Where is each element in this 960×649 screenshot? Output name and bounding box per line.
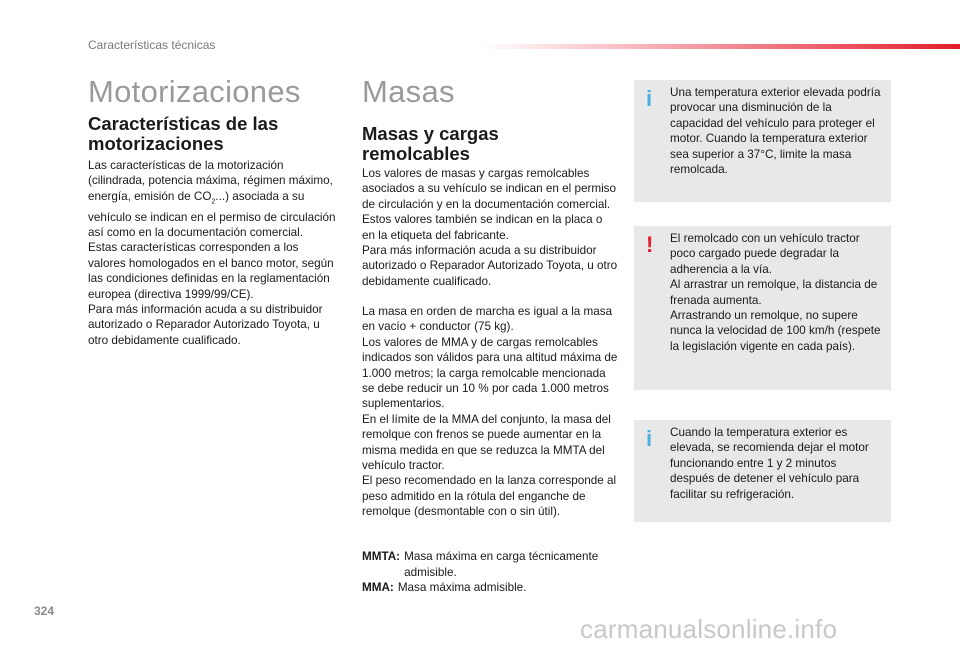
header-accent-line xyxy=(480,44,960,49)
masas-subtitle: Masas y cargas remolcables xyxy=(362,123,499,164)
mass-definitions xyxy=(362,549,604,596)
masas-paragraph-7: El peso recomendado en la lanza corresponde al peso admitido en la rótula del enganche de remolque (desmontable con o sin útil). xyxy=(362,474,617,519)
motorizaciones-body xyxy=(88,158,336,348)
motorizaciones-subtitle: Características de las motorizaciones xyxy=(88,113,279,154)
definition-mma: MMA: Masa máxima admisible. xyxy=(362,581,527,595)
info-icon: i xyxy=(646,86,653,111)
masas-title: Masas xyxy=(362,74,455,109)
page-number: 324 xyxy=(34,604,55,618)
masas-paragraph-6: En el límite de la MMA del conjunto, la masa del remolque con frenos se puede aumentar en la misma medida en que se reduzca la MMTA del vehículo tractor. xyxy=(362,412,611,473)
motorizaciones-paragraph-2: Estas características corresponden a los valores homologados en el banco motor, según las condiciones definidas en la reglamentación europea (directiva 1999/99/CE). xyxy=(88,241,334,301)
motorizaciones-paragraph-3: Para más información acuda a su distribuidor autorizado o Reparador Autorizado Toyota, u otro debidamente cualificado. xyxy=(88,302,323,347)
watermark: carmanualsonline.info xyxy=(580,614,838,644)
masas-body-1 xyxy=(362,166,618,289)
info-icon: i xyxy=(646,426,653,451)
section-header: Características técnicas xyxy=(88,38,216,52)
masas-paragraph-2: Estos valores también se indican en la placa o en la etiqueta del fabricante. xyxy=(362,213,603,242)
motorizaciones-title: Motorizaciones xyxy=(88,74,301,109)
info-box-cooling: i Cuando la temperatura exterior es elevada, se recomienda dejar el motor funcionando entre 1 y 2 minutos después de detener el vehículo para facilitar su refrigeración. xyxy=(634,420,891,522)
masas-body-2 xyxy=(362,304,618,520)
masas-paragraph-4: La masa en orden de marcha es igual a la masa en vacío + conductor (75 kg). xyxy=(362,305,613,334)
warning-icon: ! xyxy=(646,232,654,257)
warning-box-towing: ! El remolcado con un vehículo tractor poco cargado puede degradar la adherencia a la vía. Al arrastrar un remolque, la distancia de frenada aumenta. Arrastrando un remolque, no supere nunca la velocidad de 100 km/h (respete la legislación vigente en cada país). xyxy=(634,226,891,390)
masas-paragraph-3: Para más información acuda a su distribuidor autorizado o Reparador Autorizado Toyota, u otro debidamente cualificado. xyxy=(362,244,618,288)
masas-paragraph-1: Los valores de masas y cargas remolcables asociados a su vehículo se indican en el permiso de circulación y en la documentación comercial. xyxy=(362,167,617,211)
definition-mmta: MMTA: Masa máxima en carga técnicamente admisible. xyxy=(362,550,599,579)
info-box-temperature: i Una temperatura exterior elevada podría provocar una disminución de la capacidad del vehículo para proteger el motor. Cuando la temperatura exterior sea superior a 37°C, limite la masa remolcada. xyxy=(634,80,891,202)
motorizaciones-paragraph-1: Las características de la motorización (cilindrada, potencia máxima, régimen máximo, energía, emisión de $CO_2$...) asociada a su vehículo se indican en el permiso de circulación así como en la documentación comercial. xyxy=(88,159,336,239)
masas-paragraph-5: Los valores de MMA y de cargas remolcables indicados son válidos para una altitud máxima de 1.000 metros; la carga remolcable mencionada se debe reducir un 10 % por cada 1.000 metros suplementarios. xyxy=(362,335,618,411)
